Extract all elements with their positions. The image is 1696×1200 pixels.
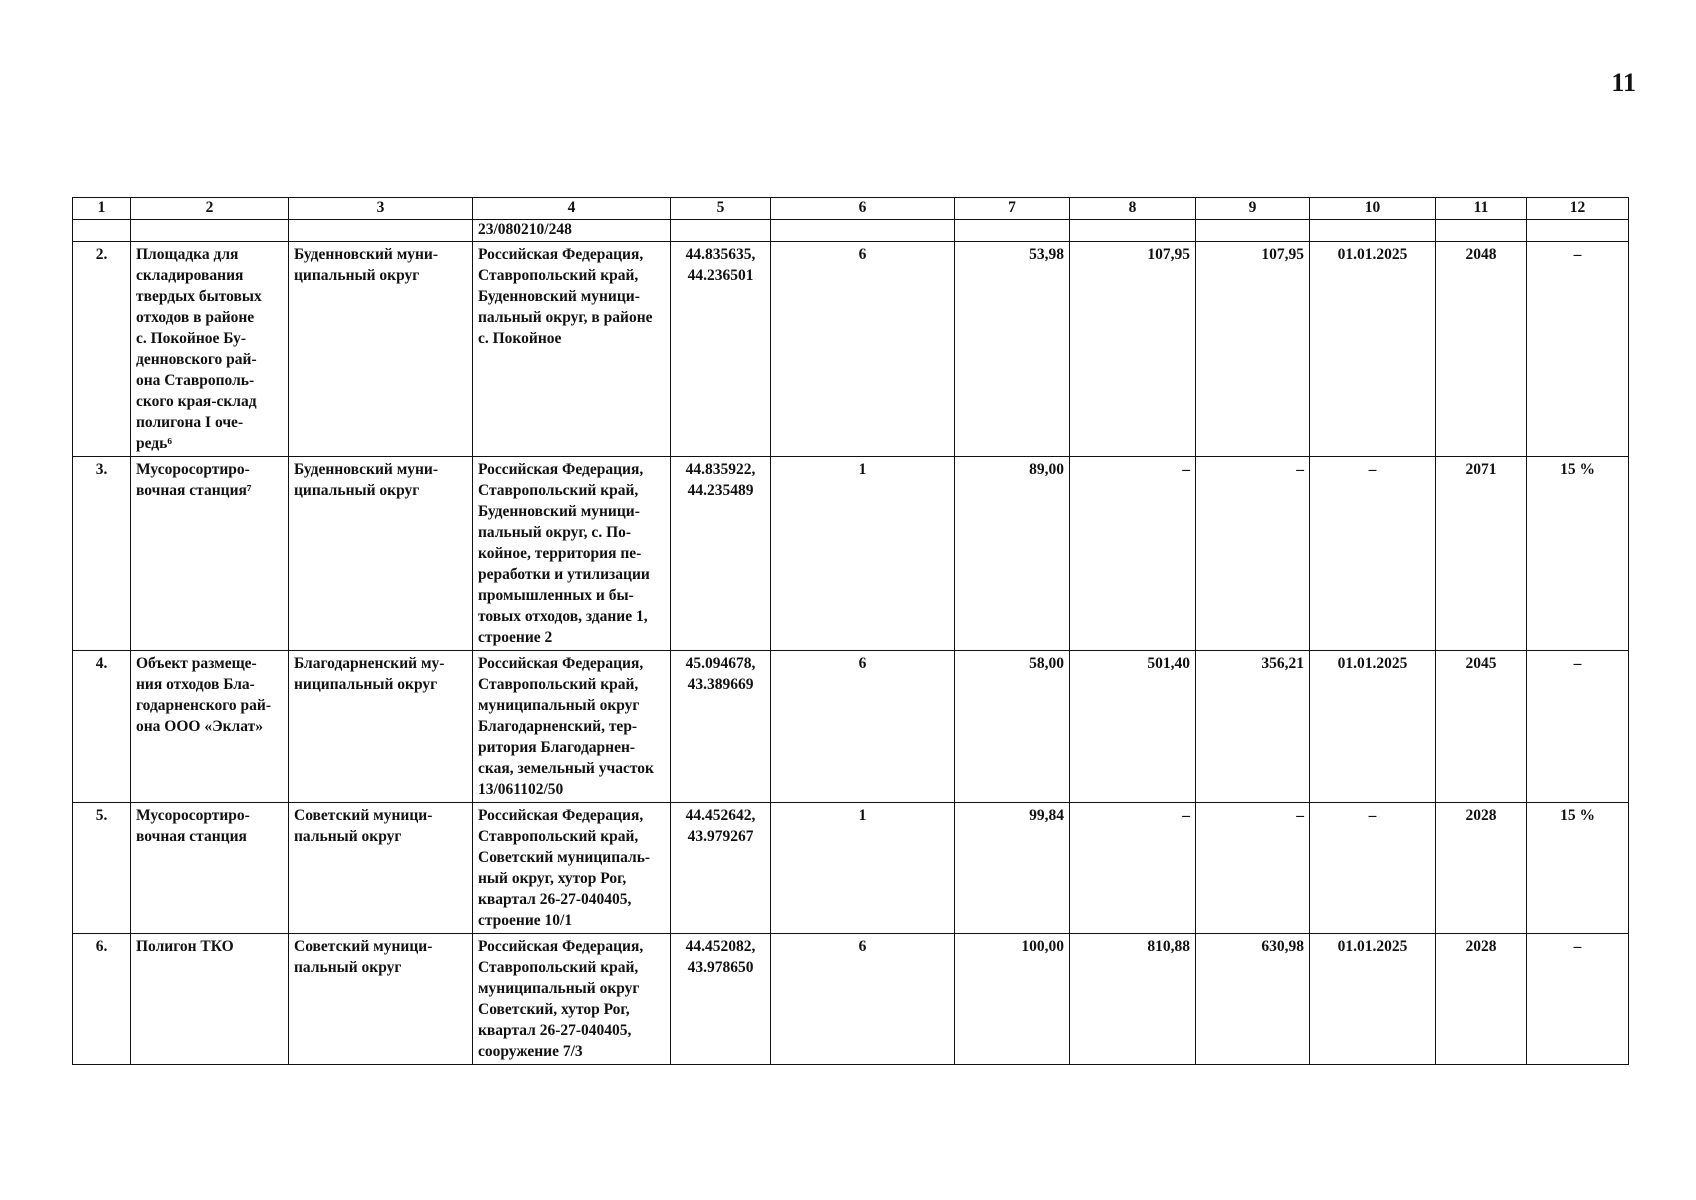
column-9-cell: – — [1196, 803, 1310, 934]
column-11-cell: 2048 — [1436, 242, 1527, 457]
column-header: 4 — [473, 198, 671, 220]
column-11-cell: 2071 — [1436, 457, 1527, 651]
coordinates-cell: 44.835635, 44.236501 — [671, 242, 771, 457]
table-row — [73, 242, 1629, 457]
address-cell: Российская Федерация, Ставропольский край, муниципальный округ Благодарненский, тер- ритория Благодарнен- ская, земельный участок 13/061102/50 — [473, 651, 671, 803]
column-header: 10 — [1310, 198, 1436, 220]
coordinates-cell: 44.452642, 43.979267 — [671, 803, 771, 934]
address-cell: Российская Федерация, Ставропольский край, Буденновский муници- пальный округ, с. По- койное, территория пе- реработки и утилизации промышленных и бы- товых отходов, здание 1, строение 2 — [473, 457, 671, 651]
table-row — [73, 803, 1629, 934]
column-12-cell: 15 % — [1527, 457, 1629, 651]
row-number-cell: 2. — [73, 242, 131, 457]
column-header: 2 — [131, 198, 289, 220]
column-11-cell: 2045 — [1436, 651, 1527, 803]
row-number-cell: 5. — [73, 803, 131, 934]
column-6-cell: 1 — [771, 457, 955, 651]
district-cell: Буденновский муни- ципальный округ — [289, 457, 473, 651]
page-number: 11 — [1611, 68, 1636, 97]
column-11-cell: 2028 — [1436, 803, 1527, 934]
column-9-cell: 630,98 — [1196, 934, 1310, 1065]
object-name-cell: Полигон ТКО — [131, 934, 289, 1065]
row-number-cell: 4. — [73, 651, 131, 803]
table-row — [73, 934, 1629, 1065]
address-cell: Российская Федерация, Ставропольский край, Буденновский муници- пальный округ, в районе с. Покойное — [473, 242, 671, 457]
column-9-cell: 356,21 — [1196, 651, 1310, 803]
column-7-cell: 89,00 — [955, 457, 1070, 651]
object-name-cell: Площадка для складирования твердых бытовых отходов в районе с. Покойное Бу- денновского рай- она Ставрополь- ского края-склад полигона I оче- редь⁶ — [131, 242, 289, 457]
coordinates-cell: 45.094678, 43.389669 — [671, 651, 771, 803]
column-8-cell: 107,95 — [1070, 242, 1196, 457]
column-header: 3 — [289, 198, 473, 220]
column-6-cell: 6 — [771, 934, 955, 1065]
row-number-cell: 3. — [73, 457, 131, 651]
column-10-cell: 01.01.2025 — [1310, 242, 1436, 457]
column-12-cell: – — [1527, 242, 1629, 457]
object-name-cell: Мусоросортиро- вочная станция⁷ — [131, 457, 289, 651]
column-header: 8 — [1070, 198, 1196, 220]
district-cell: Буденновский муни- ципальный округ — [289, 242, 473, 457]
table-row — [73, 651, 1629, 803]
column-8-cell: 810,88 — [1070, 934, 1196, 1065]
column-10-cell: – — [1310, 457, 1436, 651]
coordinates-cell: 44.835922, 44.235489 — [671, 457, 771, 651]
address-cell: Российская Федерация, Ставропольский край, муниципальный округ Советский, хутор Рог, квартал 26-27-040405, сооружение 7/3 — [473, 934, 671, 1065]
column-7-cell: 58,00 — [955, 651, 1070, 803]
column-11-cell: 2028 — [1436, 934, 1527, 1065]
address-cell: Российская Федерация, Ставропольский край, Советский муниципаль- ный округ, хутор Рог, квартал 26-27-040405, строение 10/1 — [473, 803, 671, 934]
column-7-cell: 99,84 — [955, 803, 1070, 934]
column-7-cell: 100,00 — [955, 934, 1070, 1065]
table-row — [73, 457, 1629, 651]
column-header: 5 — [671, 198, 771, 220]
row-number-cell: 6. — [73, 934, 131, 1065]
object-name-cell: Объект размеще- ния отходов Бла- годарненского рай- она ООО «Эклат» — [131, 651, 289, 803]
continuation-row — [73, 220, 1629, 242]
column-8-cell: – — [1070, 457, 1196, 651]
header-row — [73, 198, 1629, 220]
column-header: 1 — [73, 198, 131, 220]
column-12-cell: – — [1527, 651, 1629, 803]
coordinates-cell: 44.452082, 43.978650 — [671, 934, 771, 1065]
district-cell: Благодарненский му- ниципальный округ — [289, 651, 473, 803]
column-12-cell: 15 % — [1527, 803, 1629, 934]
column-9-cell: 107,95 — [1196, 242, 1310, 457]
column-10-cell: 01.01.2025 — [1310, 651, 1436, 803]
column-10-cell: 01.01.2025 — [1310, 934, 1436, 1065]
column-10-cell: – — [1310, 803, 1436, 934]
district-cell: Советский муници- пальный округ — [289, 934, 473, 1065]
district-cell: Советский муници- пальный округ — [289, 803, 473, 934]
object-name-cell: Мусоросортиро- вочная станция — [131, 803, 289, 934]
column-header: 9 — [1196, 198, 1310, 220]
column-header: 12 — [1527, 198, 1629, 220]
column-6-cell: 6 — [771, 242, 955, 457]
column-header: 11 — [1436, 198, 1527, 220]
continuation-cell: 23/080210/248 — [473, 220, 671, 242]
waste-objects-table — [72, 197, 1629, 1065]
column-12-cell: – — [1527, 934, 1629, 1065]
column-header: 6 — [771, 198, 955, 220]
column-header: 7 — [955, 198, 1070, 220]
column-6-cell: 1 — [771, 803, 955, 934]
column-8-cell: 501,40 — [1070, 651, 1196, 803]
column-8-cell: – — [1070, 803, 1196, 934]
column-6-cell: 6 — [771, 651, 955, 803]
column-9-cell: – — [1196, 457, 1310, 651]
column-7-cell: 53,98 — [955, 242, 1070, 457]
